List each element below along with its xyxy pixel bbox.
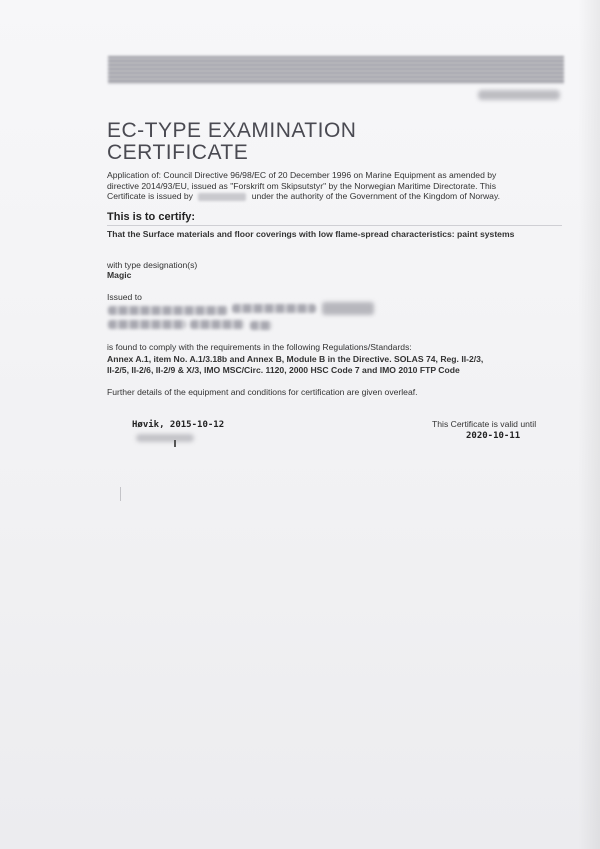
valid-until-date: 2020-10-11 — [466, 431, 521, 441]
application-line-3-pre: Certificate is issued by — [107, 191, 193, 201]
regulations-line-2: II-2/5, II-2/6, II-2/9 & X/3, IMO MSC/Circ. 1120, 2000 HSC Code 7 and IMO 2010 FTP Code — [107, 364, 460, 375]
heading-divider — [107, 225, 562, 226]
redacted-recipient-address-3 — [250, 321, 272, 330]
compliance-intro: is found to comply with the requirements in the following Regulations/Standards: — [107, 342, 412, 352]
type-designation-value: Magic — [107, 270, 132, 280]
redacted-recipient-address — [108, 320, 186, 329]
redacted-header-mark — [478, 90, 560, 100]
redacted-recipient-name-2 — [232, 304, 316, 313]
application-line-1: Application of: Council Directive 96/98/EC of 20 December 1996 on Marine Equipment as amended by — [107, 170, 497, 180]
redacted-recipient-address-2 — [190, 320, 244, 329]
application-line-3 — [107, 191, 552, 202]
type-designation-label: with type designation(s) — [107, 260, 198, 270]
valid-until-label: This Certificate is valid until — [432, 419, 537, 429]
redacted-signature — [136, 434, 194, 442]
redacted-issuer — [198, 193, 246, 201]
issued-to-label: Issued to — [107, 292, 142, 302]
application-line-3-post: under the authority of the Government of the Kingdom of Norway. — [251, 191, 501, 201]
signature-mark — [174, 440, 176, 447]
certificate-title — [107, 120, 356, 164]
title-line-2: CERTIFICATE — [107, 141, 249, 164]
further-details: Further details of the equipment and conditions for certification are given overleaf. — [107, 387, 418, 397]
redacted-header-band — [108, 56, 564, 84]
title-line-1: EC-TYPE EXAMINATION — [107, 119, 357, 142]
application-paragraph — [107, 170, 552, 202]
redacted-recipient-blot — [322, 302, 374, 315]
scan-artifact — [120, 487, 121, 501]
certify-heading: This is to certify: — [107, 211, 196, 223]
application-line-2: directive 2014/93/EU, issued as "Forskrift om Skipsutstyr" by the Norwegian Maritime Directorate. This — [107, 180, 496, 191]
product-description: That the Surface materials and floor coverings with low flame-spread characteristics: paint systems — [107, 229, 515, 239]
regulations-line-1: Annex A.1, item No. A.1/3.18b and Annex B, Module B in the Directive. SOLAS 74, Reg. II-2/3, — [107, 354, 484, 364]
scan-shadow — [578, 0, 600, 849]
redacted-recipient-name — [108, 306, 228, 315]
regulations-list — [107, 354, 567, 375]
place-and-date: Høvik, 2015-10-12 — [132, 420, 225, 430]
